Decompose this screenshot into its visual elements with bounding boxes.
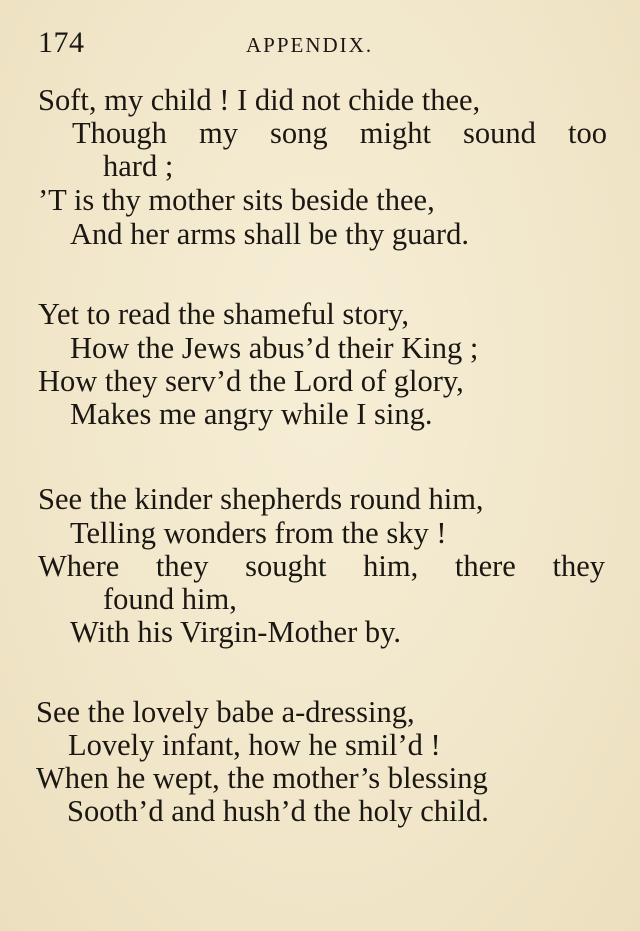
poem-line: Though my song might sound too bbox=[72, 116, 607, 150]
poem-line: Makes me angry while I sing. bbox=[70, 397, 433, 431]
poem-line: When he wept, the mother’s blessing bbox=[36, 761, 488, 795]
poem-line: How they serv’d the Lord of glory, bbox=[38, 364, 464, 398]
poem-line: Yet to read the shameful story, bbox=[38, 297, 410, 331]
page-number: 174 bbox=[38, 26, 85, 59]
poem-line-continuation: hard ; bbox=[103, 149, 174, 183]
poem-line: ’T is thy mother sits beside thee, bbox=[38, 183, 435, 217]
poem-line: Soft, my child ! I did not chide thee, bbox=[38, 83, 481, 117]
poem-line: How the Jews abus’d their King ; bbox=[70, 331, 479, 365]
poem-line: See the lovely babe a-dressing, bbox=[36, 695, 415, 729]
poem-line-continuation: found him, bbox=[103, 582, 237, 616]
poem-line: And her arms shall be thy guard. bbox=[70, 217, 469, 251]
poem-line: Telling wonders from the sky ! bbox=[70, 516, 447, 550]
poem-line: Sooth’d and hush’d the holy child. bbox=[67, 794, 489, 828]
poem-line: Lovely infant, how he smil’d ! bbox=[68, 728, 441, 762]
poem-line: See the kinder shepherds round him, bbox=[38, 482, 484, 516]
poem-line: Where they sought him, there they bbox=[38, 549, 605, 583]
poem-line: With his Virgin-Mother by. bbox=[70, 615, 402, 649]
running-head: APPENDIX. bbox=[246, 33, 374, 57]
